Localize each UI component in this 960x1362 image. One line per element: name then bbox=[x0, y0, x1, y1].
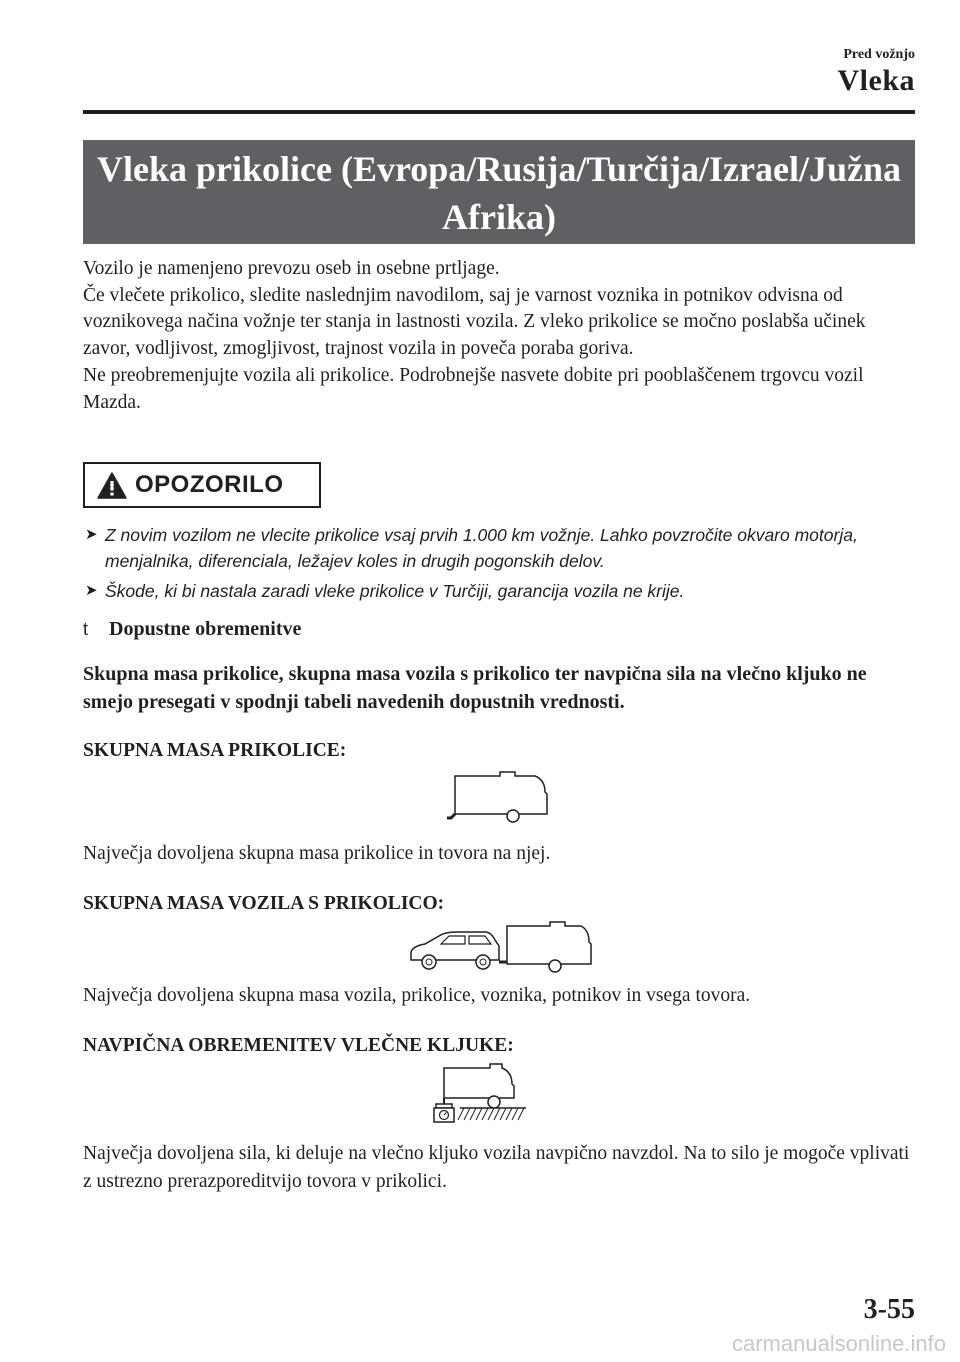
subsection-heading bbox=[83, 618, 301, 641]
definition-heading: SKUPNA MASA PRIKOLICE: bbox=[83, 740, 347, 761]
subsection-heading-text: Dopustne obremenitve bbox=[109, 618, 302, 640]
subsection-lead: Skupna masa prikolice, skupna masa vozila s prikolico ter navpična sila na vlečno kljuko ne smejo presegati v spodnji tabeli navedenih dopustnih vrednosti. bbox=[83, 663, 867, 713]
definition-text: Največja dovoljena sila, ki deluje na vlečno kljuko vozila navpično navzdol. Na to silo je mogoče vplivati z ustrezno prerazporeditvijo tovora v prikolici. bbox=[83, 1143, 910, 1192]
definition-text: Največja dovoljena skupna masa vozila, prikolice, voznika, potnikov in vsega tovora. bbox=[83, 985, 751, 1006]
trailer-icon bbox=[445, 768, 557, 830]
intro-text bbox=[83, 256, 915, 416]
warning-item bbox=[83, 522, 915, 574]
warning-label-box bbox=[83, 462, 321, 508]
warning-triangle-icon bbox=[97, 472, 127, 499]
watermark: carmanualsonline.info bbox=[731, 1331, 946, 1356]
definition-text: Največja dovoljena skupna masa prikolice in tovora na njej. bbox=[83, 843, 551, 864]
arrow-bullet-icon: ➤ bbox=[85, 526, 98, 543]
warning-list bbox=[83, 522, 915, 608]
header-rule bbox=[83, 110, 915, 114]
warning-item-text: Škode, ki bi nastala zaradi vleke prikolice v Turčiji, garancija vozila ne krije. bbox=[105, 581, 685, 601]
intro-paragraph: Ne preobremenjujte vozila ali prikolice. Podrobnejše nasvete dobite pri pooblaščenem trgovcu vozil Mazda. bbox=[83, 364, 864, 413]
warning-item bbox=[83, 578, 915, 604]
page-title: Vleka prikolice (Evropa/Rusija/Turčija/Izrael/Južna Afrika) bbox=[83, 140, 915, 244]
intro-paragraph: Vozilo je namenjeno prevozu oseb in osebne prtljage. bbox=[83, 258, 500, 279]
running-header-section: Pred vožnjo bbox=[843, 47, 915, 62]
warning-label: OPOZORILO bbox=[135, 471, 284, 498]
page-number: 3-55 bbox=[863, 1294, 915, 1325]
tongue-load-scale-icon bbox=[430, 1062, 530, 1130]
intro-paragraph: Če vlečete prikolico, sledite naslednjim navodilom, saj je varnost voznika in potnikov odvisna od voznikovega načina vožnje ter stanja in lastnosti vozila. Z vleko prikolice se močno poslabša učinek zavor, vodljivost, zmogljivost, trajnost vozila in poveča poraba goriva. bbox=[83, 284, 866, 360]
section-bullet-icon: t bbox=[83, 619, 89, 639]
running-header-chapter: Vleka bbox=[837, 64, 915, 97]
definition-heading: NAVPIČNA OBREMENITEV VLEČNE KLJUKE: bbox=[83, 1035, 514, 1056]
warning-item-text: Z novim vozilom ne vlecite prikolice vsaj prvih 1.000 km vožnje. Lahko povzročite okvaro motorja, menjalnika, diferenciala, ležajev koles in drugih pogonskih delov. bbox=[105, 525, 858, 571]
car-with-trailer-icon bbox=[405, 918, 595, 978]
arrow-bullet-icon: ➤ bbox=[85, 582, 98, 599]
definition-heading: SKUPNA MASA VOZILA S PRIKOLICO: bbox=[83, 893, 445, 914]
